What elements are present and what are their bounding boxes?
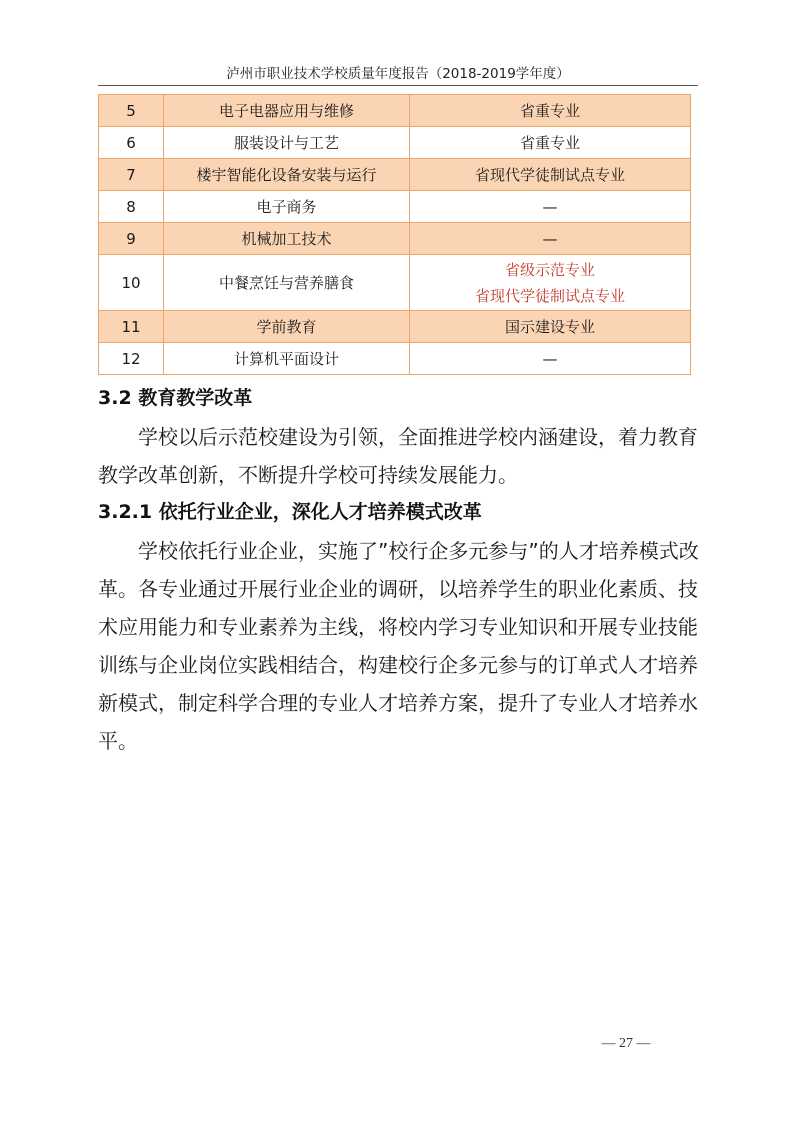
status-line: — xyxy=(542,229,558,248)
table-row xyxy=(99,127,691,159)
row-number: 11 xyxy=(99,311,164,343)
header-rule xyxy=(98,85,698,86)
row-number: 9 xyxy=(99,223,164,255)
section-heading-3-2-1: 3.2.1 依托行业企业，深化人才培养模式改革 xyxy=(98,501,482,523)
major-name: 服装设计与工艺 xyxy=(164,127,410,159)
status-line: 省现代学徒制试点专业 xyxy=(474,286,625,305)
major-status xyxy=(410,127,691,159)
major-status xyxy=(410,255,691,311)
majors-table-body xyxy=(99,95,691,375)
status-line: — xyxy=(542,349,558,368)
major-name: 楼宇智能化设备安装与运行 xyxy=(164,159,410,191)
section-heading-3-2: 3.2 教育教学改革 xyxy=(98,387,253,409)
section-3-2-1-paragraph: 学校依托行业企业，实施了”校行企多元参与”的人才培养模式改革。各专业通过开展行业企业的调研，以培养学生的职业化素质、技术应用能力和专业素养为主线，将校内学习专业知识和开展专业技能训练与企业岗位实践相结合，构建校行企多元参与的订单式人才培养新模式，制定科学合理的专业人才培养方案，提升了专业人才培养水平。 xyxy=(98,539,699,753)
status-line: 省级示范专业 xyxy=(504,260,595,279)
major-name: 中餐烹饪与营养膳食 xyxy=(164,255,410,311)
major-status xyxy=(410,311,691,343)
major-name: 电子商务 xyxy=(164,191,410,223)
table-row xyxy=(99,343,691,375)
major-status xyxy=(410,343,691,375)
major-name: 计算机平面设计 xyxy=(164,343,410,375)
status-line: — xyxy=(542,197,558,216)
status-line: 省现代学徒制试点专业 xyxy=(474,166,625,184)
major-name: 电子电器应用与维修 xyxy=(164,95,410,127)
major-status xyxy=(410,223,691,255)
running-header: 泸州市职业技术学校质量年度报告（2018-2019学年度） xyxy=(226,66,570,82)
row-number: 7 xyxy=(99,159,164,191)
table-row xyxy=(99,159,691,191)
major-name: 学前教育 xyxy=(164,311,410,343)
major-status xyxy=(410,191,691,223)
major-name: 机械加工技术 xyxy=(164,223,410,255)
status-line: 省重专业 xyxy=(519,102,580,120)
majors-table xyxy=(98,94,691,375)
row-number: 6 xyxy=(99,127,164,159)
major-status xyxy=(410,159,691,191)
row-number: 8 xyxy=(99,191,164,223)
table-row xyxy=(99,95,691,127)
table-row xyxy=(99,191,691,223)
row-number: 12 xyxy=(99,343,164,375)
status-line: 国示建设专业 xyxy=(504,318,595,336)
major-status xyxy=(410,95,691,127)
status-line: 省重专业 xyxy=(519,134,580,152)
section-3-2-paragraph: 学校以后示范校建设为引领，全面推进学校内涵建设，着力教育教学改革创新，不断提升学校可持续发展能力。 xyxy=(98,425,698,487)
table-row xyxy=(99,255,691,311)
table-row xyxy=(99,223,691,255)
page-number: — 27 — xyxy=(601,1036,651,1051)
row-number: 5 xyxy=(99,95,164,127)
row-number: 10 xyxy=(99,255,164,311)
table-row xyxy=(99,311,691,343)
